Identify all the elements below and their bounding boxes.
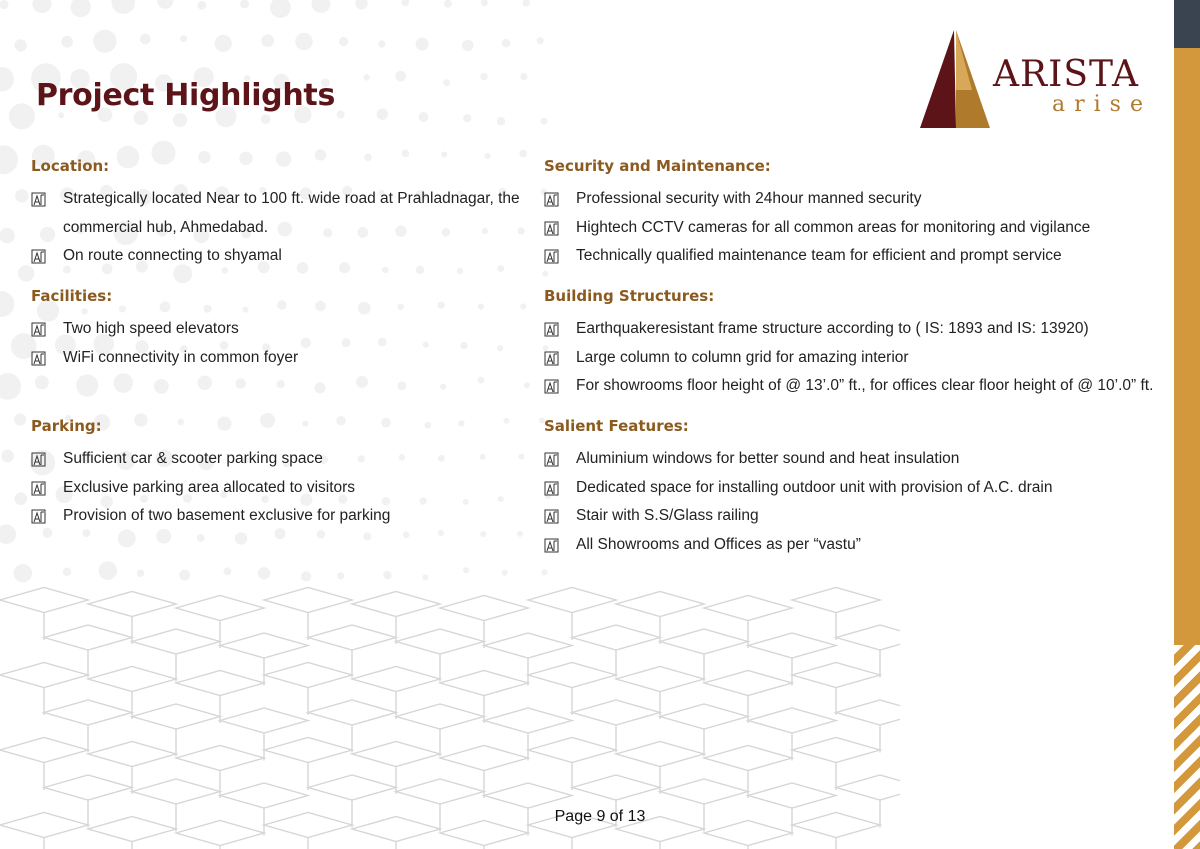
logo-pyramid-icon	[918, 28, 998, 132]
list-item	[31, 315, 521, 344]
list-item	[31, 344, 521, 373]
building-crane-icon	[31, 481, 46, 496]
item-list	[544, 315, 1174, 401]
building-crane-icon	[544, 221, 559, 236]
page-title: Project Highlights	[36, 78, 336, 113]
section-heading: Salient Features:	[544, 417, 689, 435]
item-text: On route connecting to shyamal	[63, 247, 282, 265]
arista-logo	[918, 28, 1152, 132]
item-text: Sufficient car & scooter parking space	[63, 450, 323, 467]
list-item	[31, 185, 521, 242]
building-crane-icon	[31, 192, 46, 207]
list-item	[544, 531, 1174, 560]
building-crane-icon	[544, 379, 559, 394]
item-list	[544, 445, 1174, 559]
list-item	[544, 372, 1174, 401]
building-crane-icon	[31, 249, 46, 264]
page-number: Page 9 of 13	[554, 808, 646, 825]
section-building-structures	[544, 285, 1174, 415]
item-text: WiFi connectivity in common foyer	[63, 348, 299, 366]
item-text: Aluminium windows for better sound and heat insulation	[576, 450, 960, 467]
item-text: Provision of two basement exclusive for parking	[63, 507, 391, 525]
right-decorative-band	[1174, 0, 1200, 849]
item-text: All Showrooms and Offices as per “vastu”	[576, 535, 861, 553]
item-list	[31, 315, 521, 372]
list-item	[544, 242, 1174, 271]
item-list	[544, 185, 1174, 271]
item-text: Strategically located Near to 100 ft. wide road at Prahladnagar, the commercial hub, Ahmedabad.	[63, 190, 520, 236]
item-text: Professional security with 24hour manned security	[576, 190, 922, 207]
list-item	[544, 502, 1174, 531]
item-text: Earthquakeresistant frame structure according to ( IS: 1893 and IS: 13920)	[576, 320, 1089, 337]
list-item	[544, 445, 1174, 474]
building-crane-icon	[544, 322, 559, 337]
building-crane-icon	[544, 538, 559, 553]
item-text: Hightech CCTV cameras for all common areas for monitoring and vigilance	[576, 218, 1091, 236]
building-crane-icon	[544, 481, 559, 496]
right-column	[544, 155, 1174, 559]
left-column	[31, 155, 521, 531]
building-crane-icon	[544, 452, 559, 467]
section-security	[544, 155, 1174, 285]
list-item	[544, 315, 1174, 344]
logo-tagline: arise	[1052, 92, 1152, 117]
logo-wordmark: ARISTA	[993, 54, 1140, 95]
list-item	[31, 474, 521, 503]
section-heading: Location:	[31, 157, 110, 175]
item-list	[31, 445, 521, 531]
item-text: Stair with S.S/Glass railing	[576, 507, 759, 525]
section-heading: Parking:	[31, 417, 102, 435]
item-text: Technically qualified maintenance team for efficient and prompt service	[576, 247, 1062, 265]
section-facilities	[31, 285, 521, 415]
building-crane-icon	[544, 249, 559, 264]
section-heading: Facilities:	[31, 287, 113, 305]
item-text: Dedicated space for installing outdoor unit with provision of A.C. drain	[576, 478, 1053, 496]
item-text: Two high speed elevators	[63, 320, 239, 337]
item-text: For showrooms floor height of @ 13’.0” ft., for offices clear floor height of @ 10’.0” ft.	[576, 377, 1154, 395]
band-top-block	[1174, 0, 1200, 48]
section-parking	[31, 415, 521, 531]
section-location	[31, 155, 521, 285]
list-item	[544, 185, 1174, 214]
building-crane-icon	[31, 351, 46, 366]
item-text: Exclusive parking area allocated to visitors	[63, 478, 356, 496]
building-crane-icon	[544, 351, 559, 366]
item-text: Large column to column grid for amazing interior	[576, 348, 909, 366]
building-crane-icon	[31, 452, 46, 467]
building-crane-icon	[31, 509, 46, 524]
building-crane-icon	[31, 322, 46, 337]
item-list	[31, 185, 521, 271]
list-item	[544, 474, 1174, 503]
list-item	[31, 445, 521, 474]
section-heading: Building Structures:	[544, 287, 715, 305]
building-crane-icon	[544, 192, 559, 207]
section-heading: Security and Maintenance:	[544, 157, 771, 175]
list-item	[544, 214, 1174, 243]
section-salient-features	[544, 415, 1174, 559]
list-item	[31, 502, 521, 531]
building-crane-icon	[544, 509, 559, 524]
list-item	[31, 242, 521, 271]
list-item	[544, 344, 1174, 373]
